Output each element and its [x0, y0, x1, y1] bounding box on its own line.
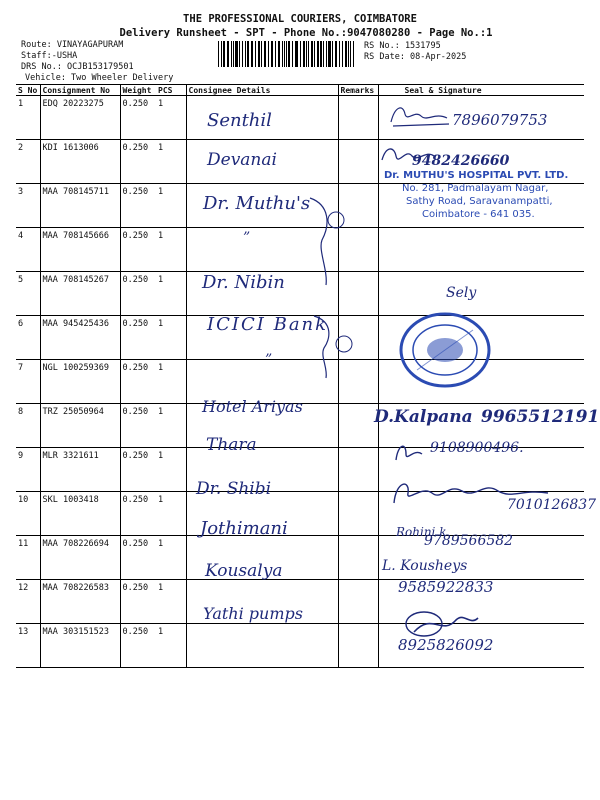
cell-pcs: 1 — [156, 96, 186, 140]
col-signature: Seal & Signature — [378, 85, 584, 96]
cell-pcs: 1 — [156, 140, 186, 184]
stamp-line: Dr. MUTHU'S HOSPITAL PVT. LTD. — [384, 170, 569, 181]
cell-consignee — [186, 624, 338, 668]
handwritten-ditto: ” — [243, 230, 251, 246]
handwritten-phone: 9585922833 — [398, 578, 494, 596]
cell-weight: 0.250 — [120, 404, 156, 448]
cell-weight: 0.250 — [120, 316, 156, 360]
cell-consignment: SKL 1003418 — [40, 492, 120, 536]
cell-consignment: EDQ 20223275 — [40, 96, 120, 140]
cell-remarks — [338, 492, 378, 536]
cell-remarks — [338, 580, 378, 624]
cell-consignment: MLR 3321611 — [40, 448, 120, 492]
cell-pcs: 1 — [156, 448, 186, 492]
route-label: Route: VINAYAGAPURAM — [21, 40, 124, 50]
col-weight: Weight — [120, 85, 156, 96]
col-consignee: Consignee Details — [186, 85, 338, 96]
handwritten-consignee: Jothimani — [200, 518, 288, 539]
handwritten-phone: 9108900496. — [430, 440, 524, 456]
handwritten-consignee: Yathi pumps — [203, 604, 303, 623]
cell-sno: 4 — [16, 228, 40, 272]
cell-pcs: 1 — [156, 492, 186, 536]
handwritten-phone: 9789566582 — [424, 533, 514, 549]
cell-pcs: 1 — [156, 228, 186, 272]
cell-weight: 0.250 — [120, 624, 156, 668]
bank-seal-icon — [397, 310, 497, 390]
cell-consignment: TRZ 25050964 — [40, 404, 120, 448]
cell-sno: 10 — [16, 492, 40, 536]
cell-weight: 0.250 — [120, 140, 156, 184]
cell-consignment: MAA 708145711 — [40, 184, 120, 228]
handwritten-name: D.Kalpana — [374, 407, 473, 427]
col-remarks: Remarks — [338, 85, 378, 96]
handwritten-consignee: ICICI Bank — [207, 314, 329, 335]
cell-pcs: 1 — [156, 580, 186, 624]
cell-weight: 0.250 — [120, 492, 156, 536]
cell-remarks — [338, 448, 378, 492]
cell-weight: 0.250 — [120, 272, 156, 316]
handwritten-initials: Sely — [446, 285, 477, 301]
cell-consignment: MAA 708226694 — [40, 536, 120, 580]
company-title: THE PROFESSIONAL COURIERS, COIMBATORE — [183, 13, 417, 25]
handwritten-consignee: Hotel Ariyas — [202, 397, 303, 416]
handwritten-phone: 7010126837 — [507, 497, 597, 513]
signature-mark — [385, 100, 455, 132]
stamp-line: Coimbatore - 641 035. — [422, 209, 535, 220]
cell-pcs: 1 — [156, 184, 186, 228]
runsheet-subtitle: Delivery Runsheet - SPT - Phone No.:9047080280 - Page No.:1 — [119, 27, 493, 39]
cell-sno: 6 — [16, 316, 40, 360]
cell-weight: 0.250 — [120, 448, 156, 492]
bracket-mark — [300, 190, 350, 290]
barcode — [218, 41, 354, 67]
cell-remarks — [338, 404, 378, 448]
handwritten-ditto: ” — [265, 352, 273, 368]
col-pcs: PCS — [156, 85, 186, 96]
cell-remarks — [338, 536, 378, 580]
handwritten-consignee: Devanai — [207, 150, 277, 170]
cell-consignment: MAA 945425436 — [40, 316, 120, 360]
cell-sno: 13 — [16, 624, 40, 668]
cell-sno: 3 — [16, 184, 40, 228]
vehicle-label: Vehicle: Two Wheeler Delivery — [25, 73, 174, 83]
cell-pcs: 1 — [156, 624, 186, 668]
cell-remarks — [338, 96, 378, 140]
handwritten-consignee: Senthil — [207, 110, 272, 131]
staff-label: Staff:-USHA — [21, 51, 78, 61]
handwritten-consignee: Dr. Shibi — [196, 479, 272, 499]
col-sno: S No — [16, 85, 40, 96]
cell-pcs: 1 — [156, 316, 186, 360]
col-consignment: Consignment No — [40, 85, 120, 96]
signature-mark — [392, 440, 426, 466]
table-header-row — [16, 85, 584, 96]
cell-sno: 11 — [16, 536, 40, 580]
cell-signature — [378, 272, 584, 316]
cell-sno: 12 — [16, 580, 40, 624]
handwritten-consignee: Dr. Muthu's — [203, 193, 311, 214]
cell-sno: 8 — [16, 404, 40, 448]
handwritten-phone: 8925826092 — [398, 636, 494, 654]
cell-consignment: MAA 708145666 — [40, 228, 120, 272]
stamp-line: Sathy Road, Saravanampatti, — [406, 196, 553, 207]
cell-consignment: KDI 1613006 — [40, 140, 120, 184]
drs-label: DRS No.: OCJB153179501 — [21, 62, 134, 72]
handwritten-phone: 9965512191 — [481, 407, 600, 427]
hospital-stamp — [380, 170, 590, 240]
cell-pcs: 1 — [156, 536, 186, 580]
cell-sno: 1 — [16, 96, 40, 140]
handwritten-phone: 7896079753 — [452, 111, 548, 129]
cell-pcs: 1 — [156, 360, 186, 404]
cell-sno: 2 — [16, 140, 40, 184]
handwritten-consignee: Dr. Nibin — [202, 272, 285, 293]
cell-pcs: 1 — [156, 272, 186, 316]
cell-weight: 0.250 — [120, 360, 156, 404]
rs-number: RS No.: 1531795 — [364, 41, 441, 51]
cell-weight: 0.250 — [120, 184, 156, 228]
cell-consignment: MAA 303151523 — [40, 624, 120, 668]
cell-weight: 0.250 — [120, 536, 156, 580]
handwritten-name: Rohini.k — [396, 525, 447, 539]
cell-weight: 0.250 — [120, 228, 156, 272]
cell-consignment: MAA 708145267 — [40, 272, 120, 316]
cell-sno: 5 — [16, 272, 40, 316]
handwritten-consignee: Thara — [206, 435, 257, 455]
cell-sno: 7 — [16, 360, 40, 404]
cell-remarks — [338, 624, 378, 668]
cell-consignment: MAA 708226583 — [40, 580, 120, 624]
cell-weight: 0.250 — [120, 580, 156, 624]
handwritten-name: L. Kousheys — [382, 558, 468, 574]
handwritten-consignee: Kousalya — [205, 561, 283, 581]
stamp-line: No. 281, Padmalayam Nagar, — [402, 183, 549, 194]
cell-weight: 0.250 — [120, 96, 156, 140]
rs-date: RS Date: 08-Apr-2025 — [364, 52, 467, 62]
cell-consignment: NGL 100259369 — [40, 360, 120, 404]
bracket-mark — [300, 312, 360, 382]
handwritten-phone: 9482426660 — [412, 153, 510, 169]
table-row — [16, 624, 584, 668]
cell-pcs: 1 — [156, 404, 186, 448]
cell-remarks — [338, 140, 378, 184]
cell-sno: 9 — [16, 448, 40, 492]
